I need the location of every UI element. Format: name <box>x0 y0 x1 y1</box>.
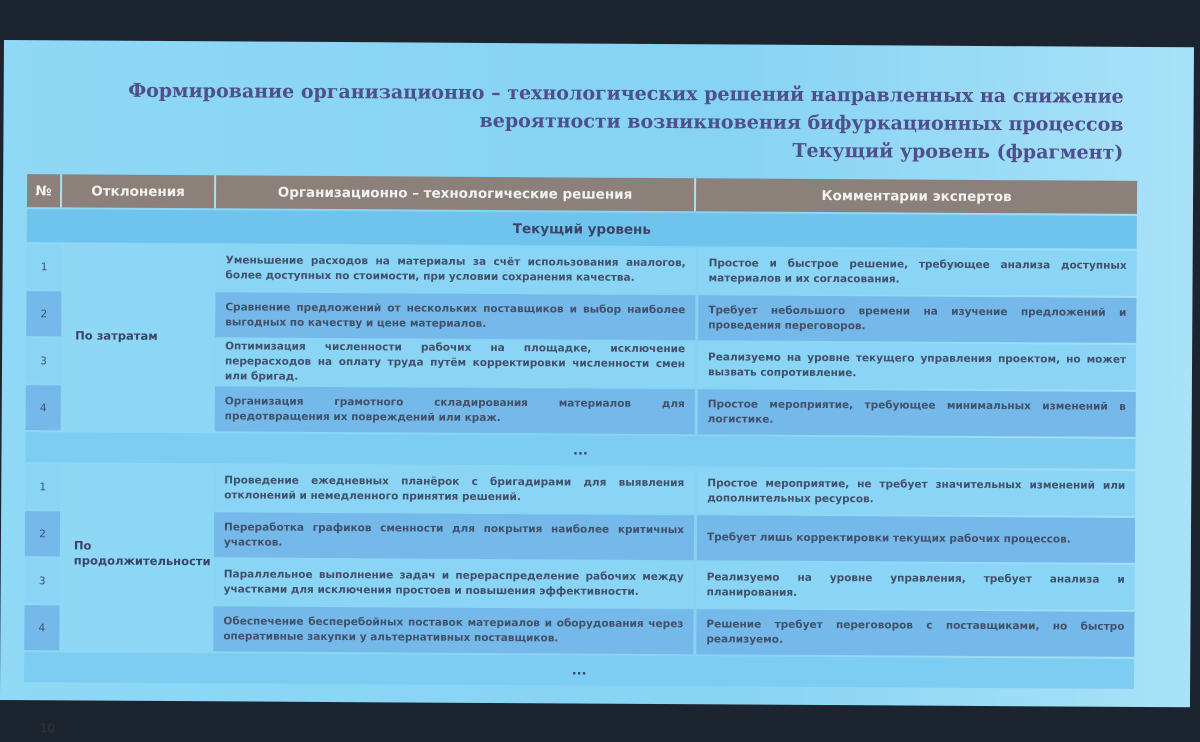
comment-cell: Реализуемо на уровне управления, требует анализа и планирования. <box>694 562 1135 610</box>
row-number: 3 <box>26 338 61 383</box>
deviation-group <box>24 464 1135 657</box>
solution-cell: Организация грамотного складирования материалов для предотвращения их повреждений или краж. <box>215 386 695 434</box>
row-number: 2 <box>25 511 60 556</box>
row-number: 1 <box>25 464 60 509</box>
level-band: Текущий уровень <box>27 209 1137 249</box>
comment-cell: Реализуемо на уровне текущего управления проектом, но может вызвать сопротивление. <box>695 342 1136 390</box>
comment-cell: Требует небольшого времени на изучение предложений и проведения переговоров. <box>695 295 1136 343</box>
header-solutions: Организационно – технологические решения <box>216 175 696 211</box>
table-row <box>26 244 1136 296</box>
solution-cell: Оптимизация численности рабочих на площадке, исключение перерасходов на оплату труда путём корректировки численности смен или бригад. <box>215 339 695 387</box>
slide <box>0 40 1194 736</box>
solution-cell: Обеспечение бесперебойных поставок материалов и оборудования через оперативные закупки у альтернативных поставщиков. <box>213 606 693 654</box>
ellipsis-row: ... <box>25 432 1135 469</box>
comment-cell: Простое и быстрое решение, требующее анализа доступных материалов и их согласования. <box>695 248 1136 296</box>
comment-cell: Требует лишь корректировки текущих рабочих процессов. <box>694 515 1135 563</box>
row-number: 2 <box>26 291 61 336</box>
row-number: 3 <box>25 558 60 603</box>
solution-cell: Переработка графиков сменности для покрытия наиболее критичных участков. <box>214 512 694 560</box>
row-number: 4 <box>26 385 61 430</box>
row-number: 1 <box>26 244 61 289</box>
page-number: 10 <box>39 721 56 736</box>
table-header <box>27 174 1137 214</box>
comment-cell: Решение требует переговоров с поставщиками, но быстро реализуемо. <box>693 609 1134 657</box>
solution-cell: Уменьшение расходов на материалы за счёт использования аналогов, более доступных по стоимости, при условии сохранения качества. <box>215 245 695 293</box>
header-number: № <box>27 174 62 207</box>
deviation-label: По продолжительности <box>73 538 211 569</box>
table-row <box>26 338 1136 390</box>
table-row <box>25 464 1135 516</box>
ellipsis-row: ... <box>24 652 1134 689</box>
solutions-table <box>24 174 1137 689</box>
row-number: 4 <box>24 605 59 650</box>
title-line: Формирование организационно – технологических решений направленных на снижение <box>128 79 1124 108</box>
table-row <box>24 605 1134 657</box>
solution-cell: Сравнение предложений от нескольких поставщиков и выбор наиболее выгодных по качеству и цене материалов. <box>215 292 695 340</box>
solution-cell: Проведение ежедневных планёрок с бригадирами для выявления отклонений и немедленного принятия решений. <box>214 465 694 513</box>
deviation-group <box>26 244 1137 437</box>
comment-cell: Простое мероприятие, не требует значительных изменений или дополнительных ресурсов. <box>694 468 1135 516</box>
header-deviations: Отклонения <box>62 174 216 208</box>
solution-cell: Параллельное выполнение задач и перераспределение рабочих между участками для исключения простоев и повышения эффективности. <box>214 559 694 607</box>
title-line: Текущий уровень (фрагмент) <box>792 139 1124 164</box>
slide-title <box>128 77 1124 167</box>
comment-cell: Простое мероприятие, требующее минимальных изменений в логистике. <box>695 389 1136 437</box>
table-row <box>26 385 1136 437</box>
deviation-label: По затратам <box>75 328 158 343</box>
title-line: вероятности возникновения бифуркационных процессов <box>479 109 1124 136</box>
header-comments: Комментарии экспертов <box>821 187 1012 205</box>
